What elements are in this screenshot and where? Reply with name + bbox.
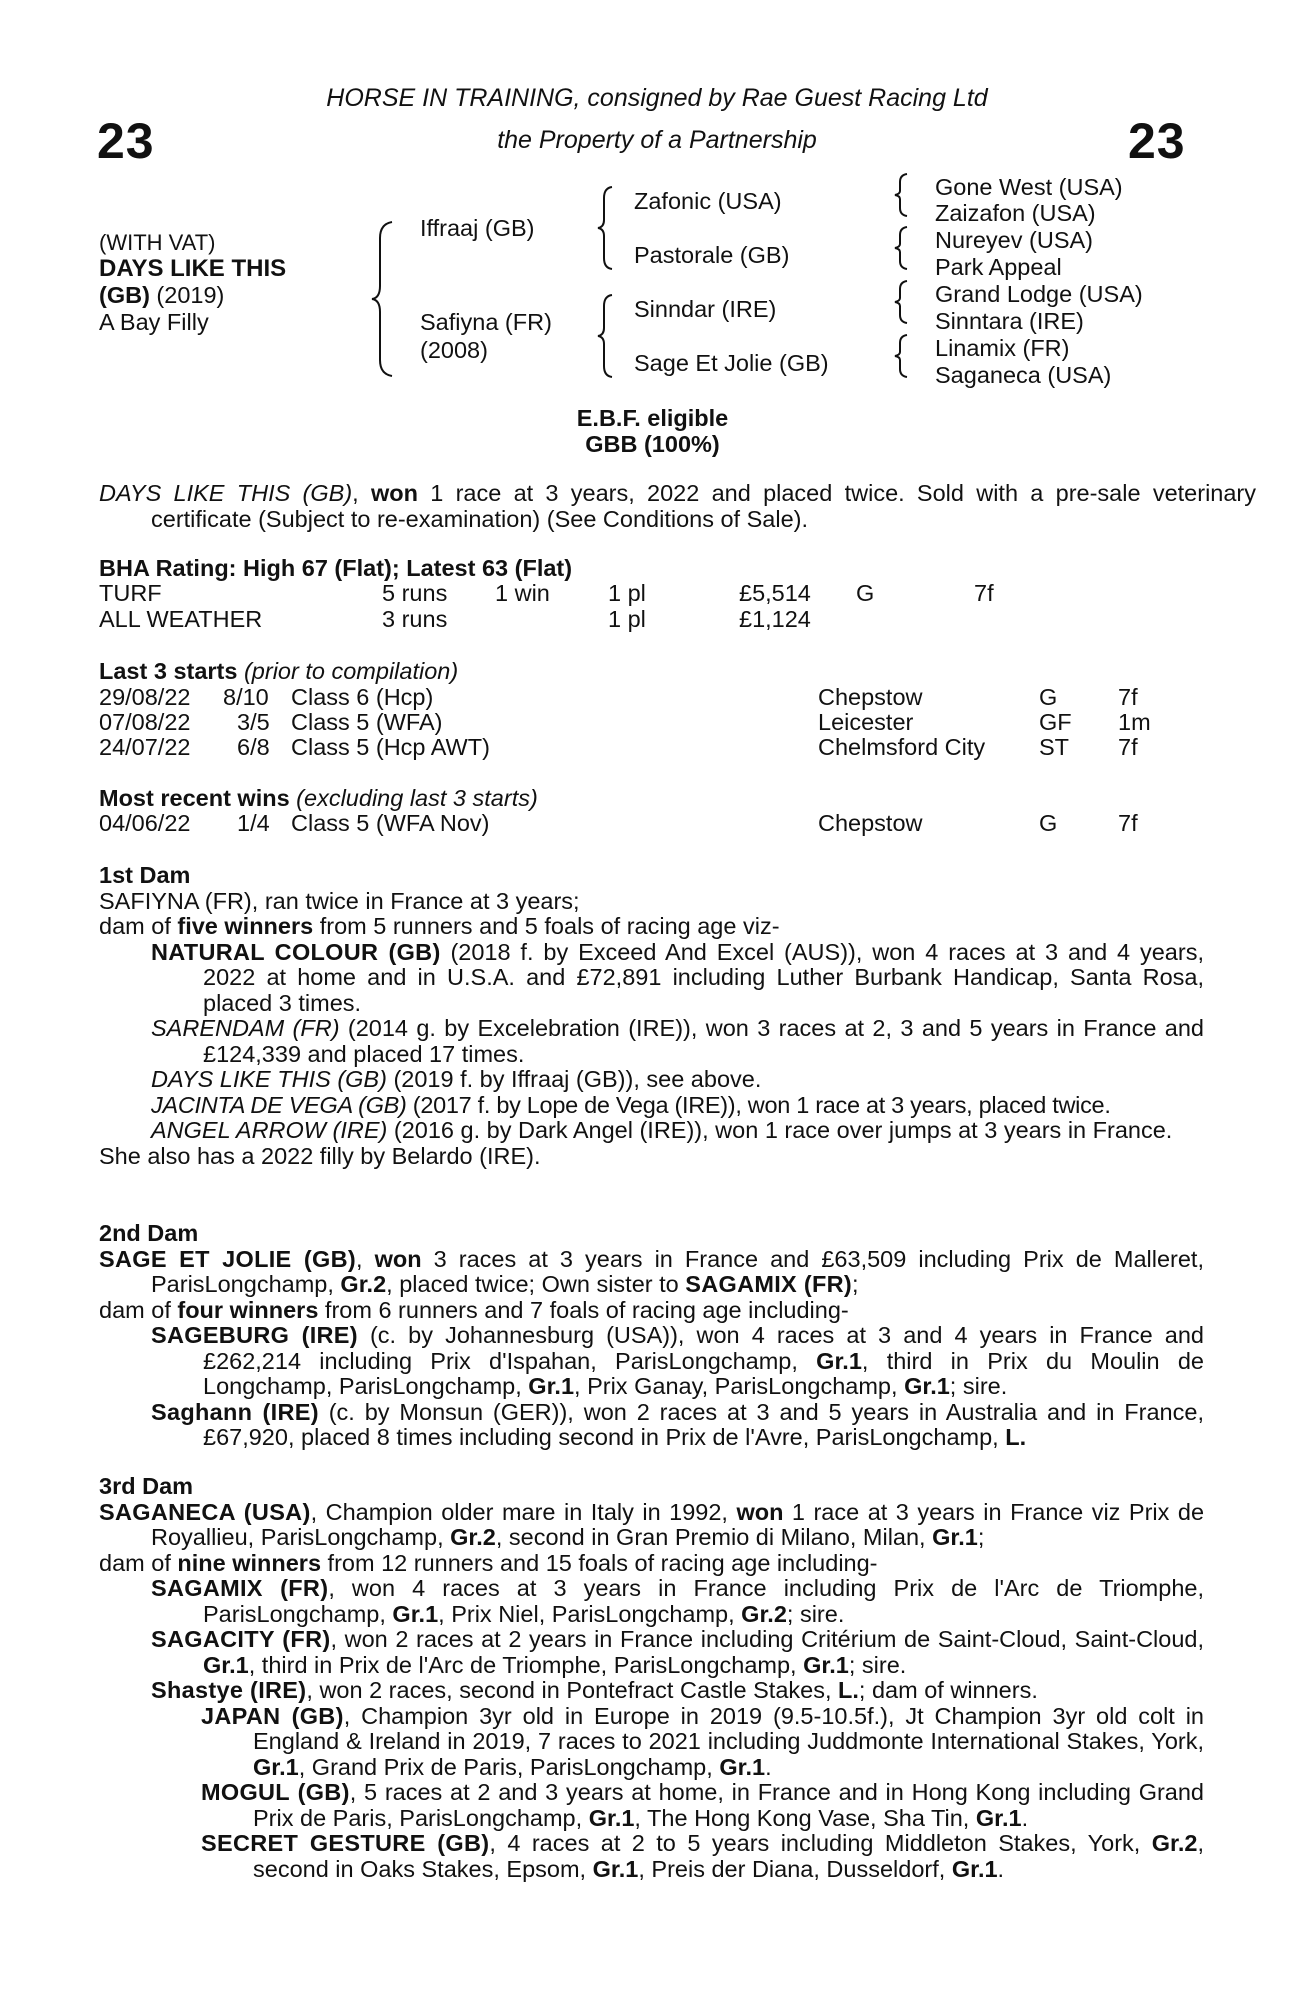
vat-note: (WITH VAT) [99,230,216,255]
produce-entry: SAGAMIX (FR), won 4 races at 3 years in France including Prix de l'Arc de Triomphe, ParisLongchamp, Gr.1, Prix Niel, ParisLongchamp, Gr.2; sire. [151,1575,1204,1627]
pedigree-ggs: Sinntara (IRE) [935,308,1084,334]
pedigree-ggs: Nureyev (USA) [935,227,1094,253]
produce-entry: JAPAN (GB), Champion 3yr old in Europe in 2019 (9.5-10.5f.), Jt Champion 3yr old colt in England & Ireland in 2019, 7 races to 2021 including Juddmonte International Stakes, York, Gr.1, Grand Prix de Paris, ParisLongchamp, Gr.1. [201,1702,1204,1780]
first-dam-title: 1st Dam [99,862,191,888]
third-dam-title: 3rd Dam [99,1473,194,1499]
lot-number-left: 23 [97,113,155,169]
pedigree-dam: Safiyna (FR) [420,309,552,335]
third-dam-section: 3rd Dam SAGANECA (USA), Champion older mare in Italy in 1992, won 1 race at 3 years in France viz Prix de Royallieu, ParisLongchamp, Gr.2, second in Gran Premio di Milano, Milan, Gr.1; dam of nine winners from 12 runners and 15 foals of racing age including- SAGAMIX (FR), won 4 races at 3 years in France including Prix de l'Arc de Triomphe, ParisLongchamp, Gr.1, Prix Niel, ParisLongchamp, Gr.2; sire. SAGACITY (FR), won 2 races at 2 years in France including Critérium de Saint-Cloud, Saint-Cloud, Gr.1, third in Prix de l'Arc de Triomphe, ParisLongchamp, Gr.1; sire. Shastye (IRE), won 2 races, second in Pontefract Castle Stakes, L.; dam of winners. JAPAN (GB), Champion 3yr old in Europe in 2019 (9.5-10.5f.), Jt Champion 3yr old colt in England & Ireland in 2019, 7 races to 2021 including Juddmonte International Stakes, York, Gr.1, Grand Prix de Paris, ParisLongchamp, Gr.1. MOGUL (GB), 5 races at 2 and 3 years at home, in France and in Hong Kong including Grand Prix de Paris, ParisLongchamp, Gr.1, The Hong Kong Vase, Sha Tin, Gr.1. SECRET GESTURE (GB), 4 races at 2 to 5 years including Middleton Stakes, York, Gr.2, second in Oaks Stakes, Epsom, Gr.1, Preis der Diana, Dusseldorf, Gr.1. [99,1473,1205,1882]
horse-year: (2019) [149,282,225,308]
pedigree-brace-sire [596,184,618,272]
produce-entry: Saghann (IRE) (c. by Monsun (GER)), won 2 races at 3 and 5 years in Australia and in France, £67,920, placed 8 times including second in Prix de l'Avre, ParisLongchamp, L. [151,1398,1204,1450]
pedigree-dam-year: (2008) [420,337,488,363]
horse-year-line [99,283,224,309]
pedigree-ggs: Saganeca (USA) [935,362,1112,388]
produce-entry: Shastye (IRE), won 2 races, second in Pontefract Castle Stakes, L.; dam of winners. [151,1677,1038,1703]
header-property: the Property of a Partnership [497,126,817,154]
pedigree-ggs: Zaizafon (USA) [935,200,1096,226]
recent-wins-heading: Most recent wins (excluding last 3 starts) [99,785,538,811]
second-dam-title: 2nd Dam [99,1220,199,1246]
horse-name: DAYS LIKE THIS [99,255,287,282]
second-dam-section: 2nd Dam SAGE ET JOLIE (GB), won 3 races at 3 years in France and £63,509 including Prix de Malleret, ParisLongchamp, Gr.2, placed twice; Own sister to SAGAMIX (FR); dam of four winners from 6 runners and 7 foals of racing age including- SAGEBURG (IRE) (c. by Johannesburg (USA)), won 4 races at 3 and 4 years in France and £262,214 including Prix d'Ispahan, ParisLongchamp, Gr.1, third in Prix du Moulin de Longchamp, ParisLongchamp, Gr.1, Prix Ganay, ParisLongchamp, Gr.1; sire. Saghann (IRE) (c. by Monsun (GER)), won 2 races at 3 and 5 years in Australia and in France, £67,920, placed 8 times including second in Prix de l'Avre, ParisLongchamp, L. [99,1220,1204,1450]
pedigree-brace-ggs-4 [893,333,913,379]
pedigree-brace-ggs-1 [893,172,913,218]
pedigree-sire: Iffraaj (GB) [420,215,535,241]
produce-entry: SARENDAM (FR) (2014 g. by Excelebration (IRE)), won 3 races at 2, 3 and 5 years in France and £124,339 and placed 17 times. [151,1015,1204,1067]
intro-paragraph: DAYS LIKE THIS (GB), won 1 race at 3 years, 2022 and placed twice. Sold with a pre-sale veterinary certificate (Subject to re-examination) (See Conditions of Sale). [99,480,1257,532]
header-consignor: HORSE IN TRAINING, consigned by Rae Guest Racing Ltd [326,84,988,112]
produce-entry: NATURAL COLOUR (GB) (2018 f. by Exceed And Excel (AUS)), won 4 races at 3 and 4 years, 2022 at home and in U.S.A. and £72,891 including Luther Burbank Handicap, Santa Rosa, placed 3 times. [151,938,1204,1016]
produce-entry: ANGEL ARROW (IRE) (2016 g. by Dark Angel (IRE)), won 1 race over jumps at 3 years in France. [151,1117,1173,1143]
pedigree-ggs: Park Appeal [935,254,1062,280]
pedigree-brace-main [370,218,400,380]
produce-entry: JACINTA DE VEGA (GB) (2017 f. by Lope de Vega (IRE)), won 1 race at 3 years, placed twice. [151,1091,1111,1118]
pedigree-ggs: Linamix (FR) [935,335,1070,361]
pedigree-sire-sire: Zafonic (USA) [634,188,782,214]
pedigree-ggs: Gone West (USA) [935,174,1123,200]
last-starts-heading: Last 3 starts (prior to compilation) [99,658,459,684]
ebf-eligible: E.B.F. eligible [576,405,729,431]
intro-horse-name: DAYS LIKE THIS (GB) [99,480,353,506]
pedigree-dam-dam: Sage Et Jolie (GB) [634,350,829,376]
won-keyword: won [370,480,418,506]
first-dam-section: 1st Dam SAFIYNA (FR), ran twice in France at 3 years; dam of five winners from 5 runners and 5 foals of racing age viz- NATURAL COLOUR (GB) (2018 f. by Exceed And Excel (AUS)), won 4 races at 3 and 4 years, 2022 at home and in U.S.A. and £72,891 including Luther Burbank Handicap, Santa Rosa, placed 3 times. SARENDAM (FR) (2014 g. by Excelebration (IRE)), won 3 races at 2, 3 and 5 years in France and £124,339 and placed 17 times. DAYS LIKE THIS (GB) (2019 f. by Iffraaj (GB)), see above. JACINTA DE VEGA (GB) (2017 f. by Lope de Vega (IRE)), won 1 race at 3 years, placed twice. ANGEL ARROW (IRE) (2016 g. by Dark Angel (IRE)), won 1 race over jumps at 3 years in France. She also has a 2022 filly by Belardo (IRE). [99,862,1204,1169]
lot-number-right: 23 [1128,113,1186,169]
pedigree-brace-ggs-2 [893,225,913,271]
produce-entry: SAGEBURG (IRE) (c. by Johannesburg (USA)), won 4 races at 3 and 4 years in France and £262,214 including Prix d'Ispahan, ParisLongchamp, Gr.1, third in Prix du Moulin de Longchamp, ParisLongchamp, Gr.1, Prix Ganay, ParisLongchamp, Gr.1; sire. [151,1322,1204,1399]
pedigree-sire-dam: Pastorale (GB) [634,242,790,268]
produce-entry: SECRET GESTURE (GB), 4 races at 2 to 5 years including Middleton Stakes, York, Gr.2, second in Oaks Stakes, Epsom, Gr.1, Preis der Diana, Dusseldorf, Gr.1. [201,1830,1204,1882]
produce-entry: SAGACITY (FR), won 2 races at 2 years in France including Critérium de Saint-Cloud, Saint-Cloud, Gr.1, third in Prix de l'Arc de Triomphe, ParisLongchamp, Gr.1; sire. [151,1626,1205,1678]
gbb-note: GBB (100%) [585,431,720,457]
produce-entry: MOGUL (GB), 5 races at 2 and 3 years at home, in France and in Hong Kong including Grand Prix de Paris, ParisLongchamp, Gr.1, The Hong Kong Vase, Sha Tin, Gr.1. [201,1779,1205,1831]
pedigree-dam-sire: Sinndar (IRE) [634,296,777,322]
pedigree-ggs: Grand Lodge (USA) [935,281,1143,307]
horse-suffix: (GB) [99,282,150,308]
pedigree-brace-ggs-3 [893,279,913,325]
produce-entry: DAYS LIKE THIS (GB) (2019 f. by Iffraaj (GB)), see above. [151,1066,762,1092]
horse-description: A Bay Filly [99,309,209,335]
pedigree-brace-dam [596,292,618,380]
bha-rating-title: BHA Rating: High 67 (Flat); Latest 63 (Flat) [99,555,573,581]
